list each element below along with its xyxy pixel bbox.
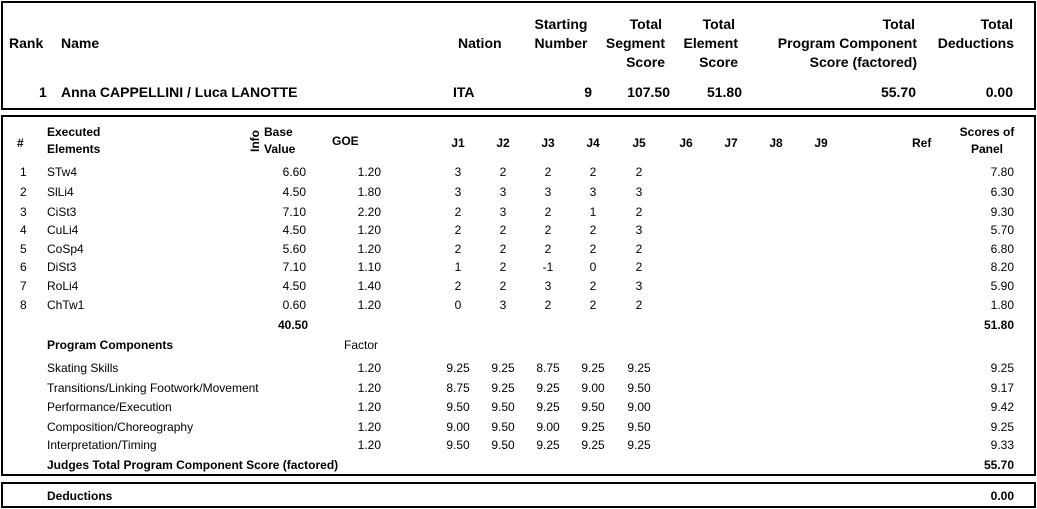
element-judge-score: 2 bbox=[635, 298, 643, 312]
element-judge-score: 2 bbox=[589, 279, 597, 293]
skater-starting-number: 9 bbox=[584, 84, 592, 100]
component-judge-score: 9.50 bbox=[446, 400, 470, 414]
element-code: CoSp4 bbox=[47, 242, 84, 256]
element-judge-score: 3 bbox=[454, 185, 462, 199]
component-judge-score: 9.25 bbox=[491, 361, 515, 375]
deductions-header-1: Total bbox=[980, 16, 1013, 32]
element-score-header-2: Element bbox=[683, 35, 738, 51]
element-number: 3 bbox=[20, 205, 27, 219]
component-panel-score: 9.25 bbox=[990, 361, 1014, 375]
judge-header-9: J9 bbox=[814, 136, 828, 150]
element-judge-score: 2 bbox=[499, 223, 507, 237]
component-judge-score: 9.25 bbox=[581, 361, 605, 375]
element-code: CuLi4 bbox=[47, 223, 79, 237]
component-judge-score: 9.50 bbox=[491, 420, 515, 434]
element-code: ChTw1 bbox=[47, 298, 85, 312]
component-judge-score: 9.25 bbox=[627, 438, 651, 452]
deductions-label: Deductions bbox=[47, 489, 113, 503]
deductions-header-2: Deductions bbox=[937, 35, 1014, 51]
nation-header: Nation bbox=[458, 35, 502, 51]
element-judge-score: 2 bbox=[635, 205, 643, 219]
judge-header-1: J1 bbox=[451, 136, 465, 150]
component-judge-score: 9.25 bbox=[536, 400, 560, 414]
skater-name: Anna CAPPELLINI / Luca LANOTTE bbox=[61, 84, 298, 100]
element-number: 8 bbox=[20, 298, 27, 312]
element-judge-score: 2 bbox=[589, 242, 597, 256]
element-judge-score: 0 bbox=[454, 298, 462, 312]
component-judge-score: 9.25 bbox=[491, 381, 515, 395]
element-judge-score: 3 bbox=[544, 279, 552, 293]
col-num-header: # bbox=[17, 136, 24, 150]
skater-rank: 1 bbox=[39, 84, 47, 100]
element-judge-score: 2 bbox=[589, 223, 597, 237]
rank-header: Rank bbox=[9, 35, 44, 51]
component-judge-score: 9.00 bbox=[536, 420, 560, 434]
element-panel-score: 5.70 bbox=[990, 223, 1014, 237]
base-value-total: 40.50 bbox=[277, 318, 308, 332]
component-judge-score: 9.50 bbox=[491, 400, 515, 414]
element-score-header-3: Score bbox=[699, 54, 738, 70]
element-code: CiSt3 bbox=[47, 205, 77, 219]
element-base-value: 4.50 bbox=[282, 279, 306, 293]
element-judge-score: 2 bbox=[454, 205, 462, 219]
component-judge-score: 9.25 bbox=[627, 361, 651, 375]
col-goe-header: GOE bbox=[332, 134, 359, 148]
col-scores-header-2: Panel bbox=[970, 142, 1003, 156]
element-judge-score: 2 bbox=[589, 298, 597, 312]
element-judge-score: 2 bbox=[589, 165, 597, 179]
element-judge-score: 1 bbox=[589, 205, 597, 219]
judge-header-2: J2 bbox=[496, 136, 510, 150]
element-judge-score: 2 bbox=[544, 298, 552, 312]
component-panel-score: 9.33 bbox=[990, 438, 1014, 452]
element-number: 4 bbox=[20, 223, 27, 237]
col-info-header: Info bbox=[248, 130, 262, 152]
element-judge-score: 3 bbox=[499, 298, 507, 312]
component-panel-score: 9.17 bbox=[990, 381, 1014, 395]
element-judge-score: 3 bbox=[635, 185, 643, 199]
component-judge-score: 9.00 bbox=[627, 400, 651, 414]
component-name: Transitions/Linking Footwork/Movement bbox=[47, 381, 259, 395]
element-panel-score: 6.80 bbox=[990, 242, 1014, 256]
element-goe: 1.20 bbox=[357, 165, 381, 179]
element-base-value: 5.60 bbox=[282, 242, 306, 256]
component-judge-score: 9.25 bbox=[536, 438, 560, 452]
judge-header-3: J3 bbox=[541, 136, 555, 150]
element-code: RoLi4 bbox=[47, 279, 79, 293]
starting-number-header-1: Starting bbox=[534, 16, 588, 32]
judge-header-5: J5 bbox=[632, 136, 646, 150]
name-header: Name bbox=[61, 35, 100, 51]
skater-pcs: 55.70 bbox=[880, 84, 916, 100]
element-goe: 1.80 bbox=[357, 185, 381, 199]
component-factor: 1.20 bbox=[357, 400, 381, 414]
element-judge-score: 2 bbox=[635, 260, 643, 274]
skater-segment-score: 107.50 bbox=[627, 84, 670, 100]
element-number: 2 bbox=[20, 185, 27, 199]
element-base-value: 4.50 bbox=[282, 223, 306, 237]
component-judge-score: 9.25 bbox=[581, 420, 605, 434]
judges-total-pcs-value: 55.70 bbox=[983, 458, 1014, 472]
component-judge-score: 8.75 bbox=[536, 361, 560, 375]
element-judge-score: 2 bbox=[499, 165, 507, 179]
element-panel-score: 6.30 bbox=[990, 185, 1014, 199]
element-number: 5 bbox=[20, 242, 27, 256]
deductions-box bbox=[1, 482, 1036, 508]
element-code: DiSt3 bbox=[47, 260, 77, 274]
element-judge-score: 0 bbox=[589, 260, 597, 274]
element-judge-score: 2 bbox=[454, 279, 462, 293]
col-scores-header-1: Scores of bbox=[959, 125, 1015, 139]
col-executed-header-1: Executed bbox=[47, 125, 101, 139]
component-factor: 1.20 bbox=[357, 381, 381, 395]
component-judge-score: 9.25 bbox=[536, 381, 560, 395]
skater-deductions: 0.00 bbox=[985, 84, 1013, 100]
factor-header: Factor bbox=[344, 338, 379, 352]
element-judge-score: 3 bbox=[589, 185, 597, 199]
element-panel-score: 7.80 bbox=[990, 165, 1014, 179]
element-judge-score: 2 bbox=[499, 260, 507, 274]
deductions-value: 0.00 bbox=[990, 489, 1014, 503]
element-judge-score: -1 bbox=[542, 260, 554, 274]
program-components-title: Program Components bbox=[47, 338, 174, 352]
element-panel-score: 5.90 bbox=[990, 279, 1014, 293]
col-ref-header: Ref bbox=[912, 136, 932, 150]
element-code: STw4 bbox=[47, 165, 78, 179]
starting-number-header-2: Number bbox=[534, 35, 588, 51]
component-judge-score: 8.75 bbox=[446, 381, 470, 395]
component-name: Interpretation/Timing bbox=[47, 438, 157, 452]
element-judge-score: 3 bbox=[635, 223, 643, 237]
component-judge-score: 9.50 bbox=[581, 400, 605, 414]
skater-nation: ITA bbox=[453, 84, 475, 100]
element-judge-score: 2 bbox=[544, 165, 552, 179]
pcs-header-1: Total bbox=[882, 16, 915, 32]
element-judge-score: 2 bbox=[544, 205, 552, 219]
element-judge-score: 2 bbox=[454, 242, 462, 256]
judge-header-6: J6 bbox=[679, 136, 693, 150]
element-panel-score: 8.20 bbox=[990, 260, 1014, 274]
judge-header-7: J7 bbox=[724, 136, 738, 150]
element-judge-score: 2 bbox=[544, 242, 552, 256]
element-judge-score: 1 bbox=[454, 260, 462, 274]
element-score-header-1: Total bbox=[702, 16, 735, 32]
element-judge-score: 3 bbox=[454, 165, 462, 179]
element-judge-score: 2 bbox=[499, 279, 507, 293]
component-factor: 1.20 bbox=[357, 438, 381, 452]
element-number: 7 bbox=[20, 279, 27, 293]
component-judge-score: 9.25 bbox=[446, 361, 470, 375]
component-judge-score: 9.00 bbox=[581, 381, 605, 395]
segment-score-header-2: Segment bbox=[605, 35, 665, 51]
skater-element-score: 51.80 bbox=[706, 84, 742, 100]
pcs-header-3: Score (factored) bbox=[809, 54, 917, 70]
segment-score-header-1: Total bbox=[629, 16, 662, 32]
pcs-header-2: Program Component bbox=[777, 35, 917, 51]
component-panel-score: 9.25 bbox=[990, 420, 1014, 434]
element-judge-score: 2 bbox=[544, 223, 552, 237]
judge-header-4: J4 bbox=[586, 136, 600, 150]
element-base-value: 7.10 bbox=[282, 260, 306, 274]
element-goe: 1.20 bbox=[357, 298, 381, 312]
component-name: Performance/Execution bbox=[47, 400, 172, 414]
component-judge-score: 9.50 bbox=[446, 438, 470, 452]
element-goe: 1.20 bbox=[357, 242, 381, 256]
col-base-header-1: Base bbox=[264, 125, 293, 139]
element-judge-score: 2 bbox=[499, 242, 507, 256]
element-code: SlLi4 bbox=[47, 185, 74, 199]
element-judge-score: 3 bbox=[499, 185, 507, 199]
component-name: Composition/Choreography bbox=[47, 420, 194, 434]
component-panel-score: 9.42 bbox=[990, 400, 1014, 414]
element-judge-score: 3 bbox=[635, 279, 643, 293]
component-judge-score: 9.50 bbox=[627, 420, 651, 434]
element-judge-score: 2 bbox=[635, 242, 643, 256]
element-base-value: 4.50 bbox=[282, 185, 306, 199]
judges-total-pcs-label: Judges Total Program Component Score (factored) bbox=[47, 458, 339, 472]
element-panel-score: 1.80 bbox=[990, 298, 1014, 312]
element-goe: 1.40 bbox=[357, 279, 381, 293]
element-judge-score: 3 bbox=[544, 185, 552, 199]
col-base-header-2: Value bbox=[264, 142, 296, 156]
element-base-value: 0.60 bbox=[282, 298, 306, 312]
segment-score-header-3: Score bbox=[626, 54, 665, 70]
element-judge-score: 2 bbox=[635, 165, 643, 179]
component-judge-score: 9.00 bbox=[446, 420, 470, 434]
panel-score-total: 51.80 bbox=[983, 318, 1014, 332]
component-judge-score: 9.25 bbox=[581, 438, 605, 452]
component-name: Skating Skills bbox=[47, 361, 119, 375]
component-judge-score: 9.50 bbox=[627, 381, 651, 395]
element-judge-score: 2 bbox=[454, 223, 462, 237]
element-base-value: 6.60 bbox=[282, 165, 306, 179]
element-number: 6 bbox=[20, 260, 27, 274]
element-goe: 1.20 bbox=[357, 223, 381, 237]
element-judge-score: 3 bbox=[499, 205, 507, 219]
element-goe: 1.10 bbox=[357, 260, 381, 274]
element-number: 1 bbox=[20, 165, 27, 179]
element-goe: 2.20 bbox=[357, 205, 381, 219]
component-factor: 1.20 bbox=[357, 420, 381, 434]
element-base-value: 7.10 bbox=[282, 205, 306, 219]
col-executed-header-2: Elements bbox=[47, 142, 101, 156]
judge-header-8: J8 bbox=[769, 136, 783, 150]
component-factor: 1.20 bbox=[357, 361, 381, 375]
element-panel-score: 9.30 bbox=[990, 205, 1014, 219]
component-judge-score: 9.50 bbox=[491, 438, 515, 452]
